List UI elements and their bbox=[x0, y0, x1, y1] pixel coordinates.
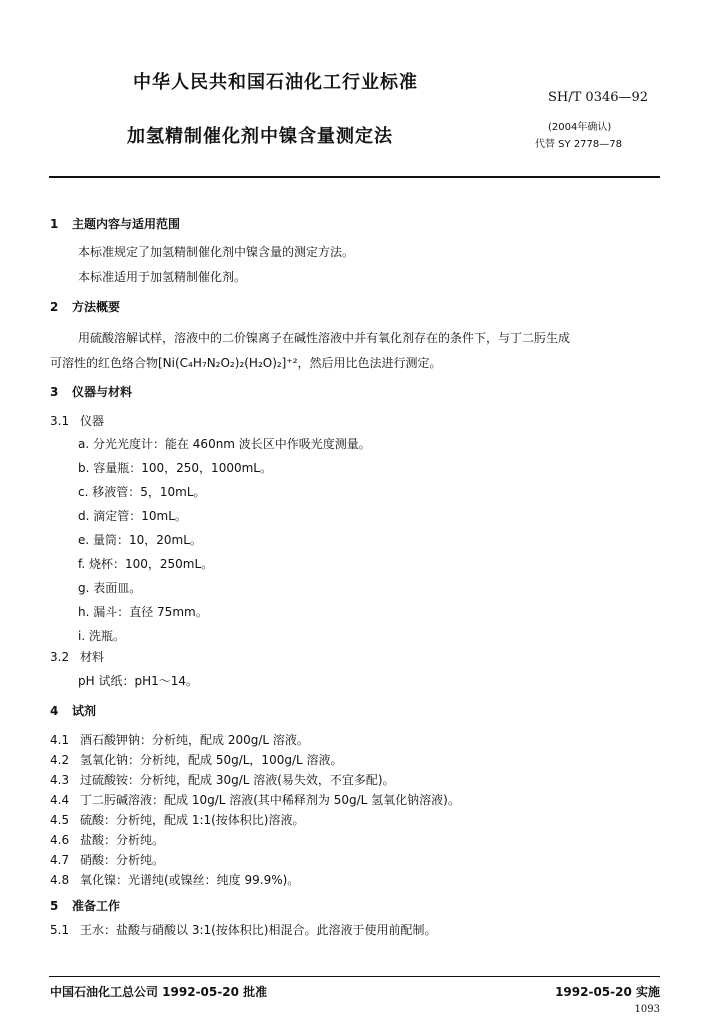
subsection-title: 材料 bbox=[80, 650, 105, 664]
item-number: 4.7 bbox=[50, 853, 70, 867]
issuing-body: 中华人民共和国石油化工行业标准 bbox=[133, 72, 418, 93]
item-text: 硫酸：分析纯，配成 1:1(按体积比)溶液。 bbox=[80, 813, 305, 827]
subsection-text: 王水：盐酸与硝酸以 3:1(按体积比)相混合。此溶液于使用前配制。 bbox=[80, 923, 437, 937]
document-title: 加氢精制催化剂中镍含量测定法 bbox=[127, 126, 393, 147]
item-text: 过硫酸铵：分析纯，配成 30g/L 溶液(易失效，不宜多配)。 bbox=[80, 773, 395, 787]
section-number: 5 bbox=[50, 899, 59, 913]
page-number: 1093 bbox=[634, 1004, 660, 1015]
item-number: 4.1 bbox=[50, 733, 70, 747]
reagent-item bbox=[50, 791, 460, 808]
item-number: 4.6 bbox=[50, 833, 70, 847]
section-2-heading bbox=[50, 298, 120, 315]
list-item: f. 烧杯：100，250mL。 bbox=[78, 557, 214, 571]
list-item: b. 容量瓶：100，250，1000mL。 bbox=[78, 461, 272, 475]
list-item: h. 漏斗：直径 75mm。 bbox=[78, 605, 208, 619]
list-item: i. 洗瓶。 bbox=[78, 629, 125, 643]
reagent-item bbox=[50, 751, 343, 768]
reagent-item bbox=[50, 771, 395, 788]
item-number: 4.8 bbox=[50, 873, 70, 887]
reagent-item bbox=[50, 831, 164, 848]
subsection-3-2 bbox=[50, 648, 104, 665]
paragraph: 用硫酸溶解试样，溶液中的二价镍离子在碱性溶液中并有氧化剂存在的条件下，与丁二肟生成 bbox=[78, 331, 571, 345]
item-text: 盐酸：分析纯。 bbox=[80, 833, 165, 847]
reagent-item bbox=[50, 871, 299, 888]
list-item: pH 试纸：pH1～14。 bbox=[78, 674, 199, 688]
item-text: 氢氧化钠：分析纯，配成 50g/L，100g/L 溶液。 bbox=[80, 753, 343, 767]
list-item: c. 移液管：5，10mL。 bbox=[78, 485, 206, 499]
item-text: 丁二肟碱溶液：配成 10g/L 溶液(其中稀释剂为 50g/L 氢氧化钠溶液)。 bbox=[80, 793, 460, 807]
section-number: 4 bbox=[50, 704, 59, 718]
section-title: 准备工作 bbox=[72, 899, 121, 913]
paragraph: 本标准适用于加氢精制催化剂。 bbox=[78, 270, 247, 284]
subsection-number: 5.1 bbox=[50, 923, 70, 937]
section-title: 试剂 bbox=[72, 704, 97, 718]
section-title: 主题内容与适用范围 bbox=[72, 217, 181, 231]
subsection-title: 仪器 bbox=[80, 414, 105, 428]
replaces-note: 代替 SY 2778—78 bbox=[535, 139, 622, 150]
subsection-number: 3.2 bbox=[50, 650, 70, 664]
item-text: 氧化镍：光谱纯(或镍丝：纯度 99.9%)。 bbox=[80, 873, 300, 887]
implementation-date: 1992-05-20 实施 bbox=[555, 985, 660, 999]
footer-rule bbox=[49, 976, 660, 977]
list-item: a. 分光光度计：能在 460nm 波长区中作吸光度测量。 bbox=[78, 437, 371, 451]
reagent-item bbox=[50, 731, 309, 748]
item-text: 硝酸：分析纯。 bbox=[80, 853, 165, 867]
paragraph: 可溶性的红色络合物[Ni(C₄H₇N₂O₂)₂(H₂O)₂]⁺²，然后用比色法进行测定。 bbox=[50, 356, 442, 370]
paragraph: 本标准规定了加氢精制催化剂中镍含量的测定方法。 bbox=[78, 245, 355, 259]
section-3-heading bbox=[50, 383, 132, 400]
subsection-3-1 bbox=[50, 412, 104, 429]
section-number: 3 bbox=[50, 385, 59, 399]
item-number: 4.3 bbox=[50, 773, 70, 787]
section-number: 2 bbox=[50, 300, 59, 314]
standard-code: SH/T 0346—92 bbox=[548, 90, 649, 105]
item-number: 4.4 bbox=[50, 793, 70, 807]
item-text: 酒石酸钾钠：分析纯，配成 200g/L 溶液。 bbox=[80, 733, 309, 747]
list-item: d. 滴定管：10mL。 bbox=[78, 509, 187, 523]
item-number: 4.2 bbox=[50, 753, 70, 767]
section-number: 1 bbox=[50, 217, 59, 231]
reagent-item bbox=[50, 851, 164, 868]
approval-line: 中国石油化工总公司 1992-05-20 批准 bbox=[50, 985, 268, 999]
section-5-heading bbox=[50, 897, 120, 914]
section-title: 仪器与材料 bbox=[72, 385, 133, 399]
section-4-heading bbox=[50, 702, 96, 719]
list-item: e. 量筒：10，20mL。 bbox=[78, 533, 202, 547]
section-title: 方法概要 bbox=[72, 300, 121, 314]
reagent-item bbox=[50, 811, 305, 828]
section-1-heading bbox=[50, 215, 180, 232]
confirmation-note: (2004年确认) bbox=[548, 122, 612, 133]
list-item: g. 表面皿。 bbox=[78, 581, 142, 595]
subsection-5-1 bbox=[50, 921, 437, 938]
header-rule bbox=[49, 176, 660, 178]
item-number: 4.5 bbox=[50, 813, 70, 827]
subsection-number: 3.1 bbox=[50, 414, 70, 428]
